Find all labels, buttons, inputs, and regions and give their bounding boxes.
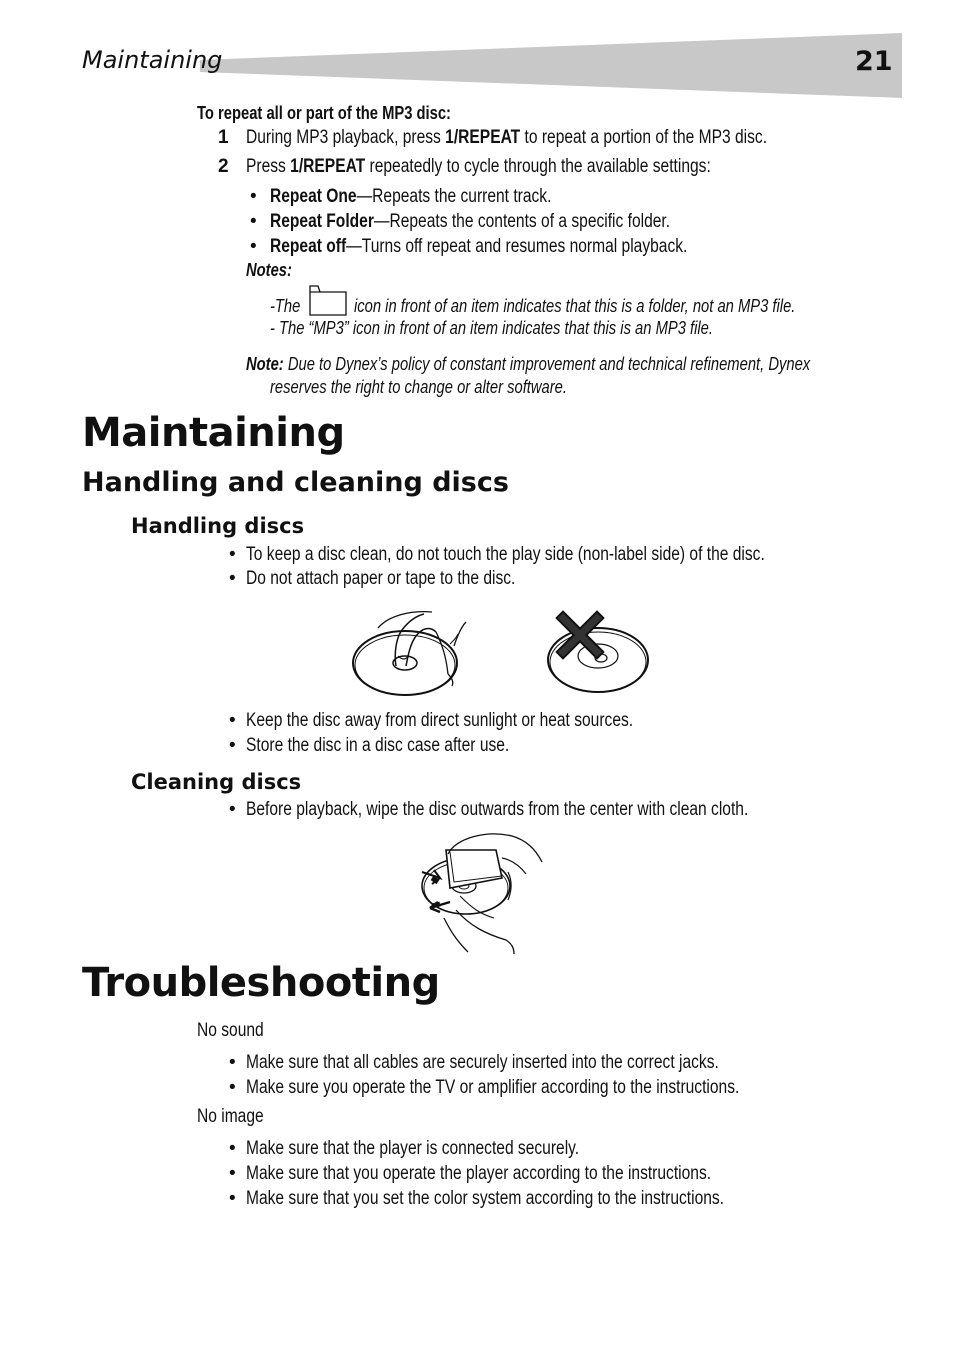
handling-bullet: Store the disc in a disc case after use. [246, 735, 510, 756]
cleaning-bullet: Before playback, wipe the disc outwards from the center with clean cloth. [246, 799, 749, 820]
bullet-icon: • [229, 1077, 236, 1098]
disc-hold-incorrect-illustration [545, 610, 655, 700]
note-mp3: - The “MP3” icon in front of an item indicates that this is an MP3 file. [270, 318, 713, 338]
note-line-1: Note: Due to Dynex’s policy of constant improvement and technical refinement, Dynex [246, 354, 811, 374]
troubleshooting-title: Troubleshooting [82, 960, 440, 1006]
note-folder-post: icon in front of an item indicates that this is a folder, not an MP3 file. [354, 296, 796, 316]
bullet-icon: • [250, 211, 257, 232]
maintaining-subtitle: Handling and cleaning discs [82, 467, 509, 498]
bullet-icon: • [229, 1052, 236, 1073]
handling-bullet: To keep a disc clean, do not touch the play side (non-label side) of the disc. [246, 544, 765, 565]
bullet-icon: • [229, 735, 236, 756]
bullet-icon: • [229, 544, 236, 565]
step-text: During MP3 playback, press 1/REPEAT to repeat a portion of the MP3 disc. [246, 127, 768, 148]
bullet-icon: • [229, 710, 236, 731]
problem-label: No sound [197, 1020, 264, 1041]
handling-bullet: Keep the disc away from direct sunlight or heat sources. [246, 710, 634, 731]
step-text: Press 1/REPEAT repeatedly to cycle through the available settings: [246, 156, 711, 177]
bullet-icon: • [229, 1138, 236, 1159]
notes-label: Notes: [246, 260, 292, 280]
step-number: 1 [218, 127, 229, 148]
header-section-title: Maintaining [82, 46, 223, 74]
solution-item: Make sure that you operate the player according to the instructions. [246, 1163, 712, 1184]
handling-discs-title: Handling discs [131, 514, 305, 538]
cleaning-discs-title: Cleaning discs [131, 770, 302, 794]
bullet-icon: • [229, 568, 236, 589]
solution-item: Make sure you operate the TV or amplifier according to the instructions. [246, 1077, 740, 1098]
page-number: 21 [855, 46, 893, 77]
handling-bullet: Do not attach paper or tape to the disc. [246, 568, 516, 589]
repeat-heading: To repeat all or part of the MP3 disc: [197, 103, 451, 123]
note-line-2: reserves the right to change or alter software. [270, 377, 567, 397]
step-number: 2 [218, 156, 229, 177]
disc-hold-correct-illustration [350, 608, 480, 698]
bullet-icon: • [229, 799, 236, 820]
setting-item: Repeat One—Repeats the current track. [270, 186, 552, 207]
bullet-icon: • [250, 186, 257, 207]
solution-item: Make sure that you set the color system according to the instructions. [246, 1188, 725, 1209]
bullet-icon: • [250, 236, 257, 257]
setting-item: Repeat Folder—Repeats the contents of a specific folder. [270, 211, 671, 232]
bullet-icon: • [229, 1188, 236, 1209]
solution-item: Make sure that the player is connected securely. [246, 1138, 580, 1159]
solution-item: Make sure that all cables are securely inserted into the correct jacks. [246, 1052, 719, 1073]
disc-cleaning-illustration [416, 830, 546, 956]
note-folder-pre: -The [270, 296, 301, 316]
setting-item: Repeat off—Turns off repeat and resumes normal playback. [270, 236, 688, 257]
bullet-icon: • [229, 1163, 236, 1184]
maintaining-title: Maintaining [82, 410, 345, 456]
folder-icon [308, 284, 348, 316]
problem-label: No image [197, 1106, 264, 1127]
